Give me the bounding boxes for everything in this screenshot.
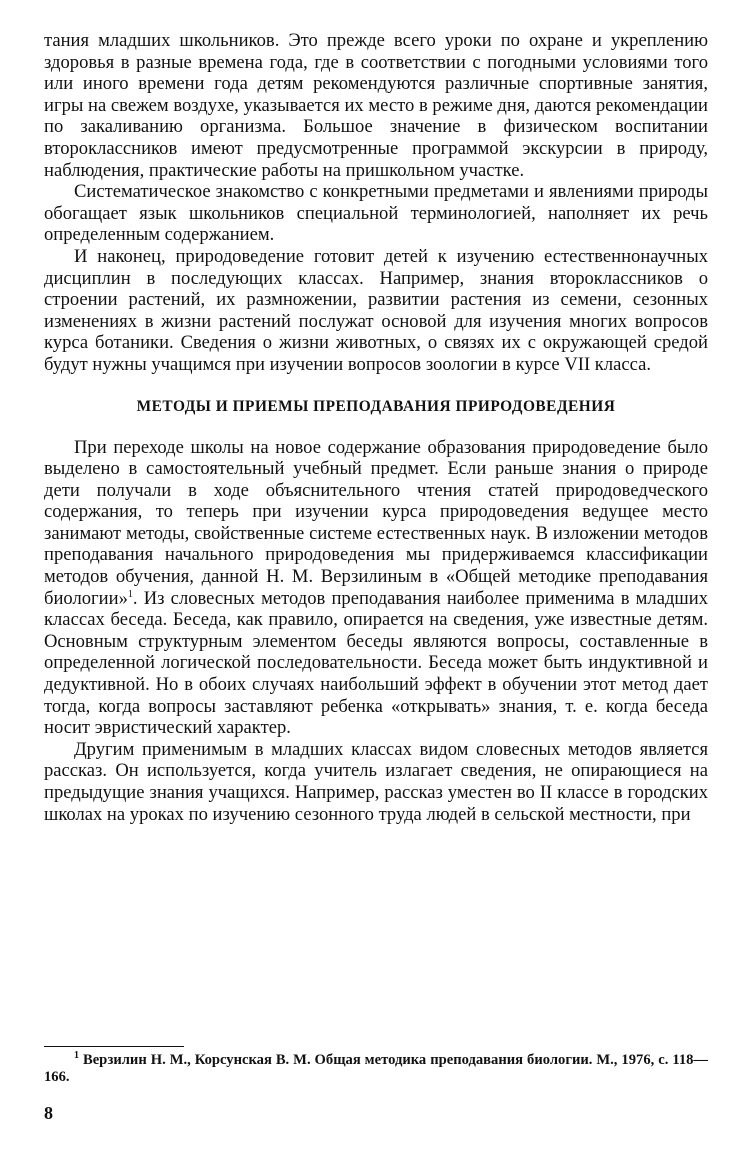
paragraph-2: Систематическое знакомство с конкретными предметами и явлениями природы обогащает язык школьников специальной терминологией, наполняет их речь определенным содержанием.	[44, 181, 708, 246]
section-heading: МЕТОДЫ И ПРИЕМЫ ПРЕПОДАВАНИЯ ПРИРОДОВЕДЕНИЯ	[136, 397, 616, 415]
paragraph-4-text-b: . Из словесных методов преподавания наиболее применима в младших классах беседа. Беседа, как правило, опирается на сведения, уже известные детям. Основным структурным элементом беседы являются вопросы, составленные в определенной логической последовательности. Беседа может быть индуктивной и дедуктивной. Но в обоих случаях наибольший эффект в обучении этот метод дает тогда, когда вопросы заставляют ребенка «открывать» знания, т. е. когда беседа носит эвристический характер.	[44, 587, 708, 739]
paragraph-1: тания младших школьников. Это прежде всего уроки по охране и укреплению здоровья в разные времена года, где в соответствии с погодными условиями того или иного времени года детям рекомендуются различные спортивные занятия, игры на свежем воздухе, указывается их место в режиме дня, даются рекомендации по закаливанию организма. Большое значение в физическом воспитании второклассников имеют предусмотренные программой экскурсии в природу, наблюдения, практические работы на пришкольном участке.	[44, 30, 708, 181]
footnote	[44, 1052, 708, 1086]
paragraph-5: Другим применимым в младших классах видом словесных методов является рассказ. Он используется, когда учитель излагает сведения, не опирающиеся на предыдущие знания учащихся. Например, рассказ уместен во II классе в городских школах на уроках по изучению сезонного труда людей в сельской местности, при	[44, 738, 708, 825]
footnote-marker: 1	[74, 1050, 79, 1062]
page-number: 8	[44, 1103, 53, 1123]
paragraph-4-text-a: При переходе школы на новое содержание образования природоведение было выделено в самостоятельный учебный предмет. Если раньше знания о природе дети получали в ходе объяснительного чтения статей природоведческого содержания, то теперь при изучении курса природоведения ведущее место занимают методы, свойственные системе естественных наук. В изложении методов преподавания начального природоведения мы придерживаемся классификации методов обучения, данной Н. М. Верзилиным в «Общей методике преподавания биологии»	[44, 436, 708, 609]
paragraph-4	[44, 437, 708, 739]
paragraph-3: И наконец, природоведение готовит детей к изучению естественнонаучных дисциплин в последующих классах. Например, знания второклассников о строении растений, их размножении, развитии растения из семени, сезонных изменениях в жизни растений послужат основой для изучения многих вопросов курса ботаники. Сведения о жизни животных, о связях их с окружающей средой будут нужны учащимся при изучении вопросов зоологии в курсе VII класса.	[44, 245, 708, 375]
footnote-text: Верзилин Н. М., Корсунская В. М. Общая методика преподавания биологии. М., 1976, с. 118—166.	[44, 1052, 708, 1085]
page-body	[44, 30, 708, 825]
footnote-reference: 1	[127, 588, 133, 600]
footnote-divider	[44, 1046, 184, 1047]
